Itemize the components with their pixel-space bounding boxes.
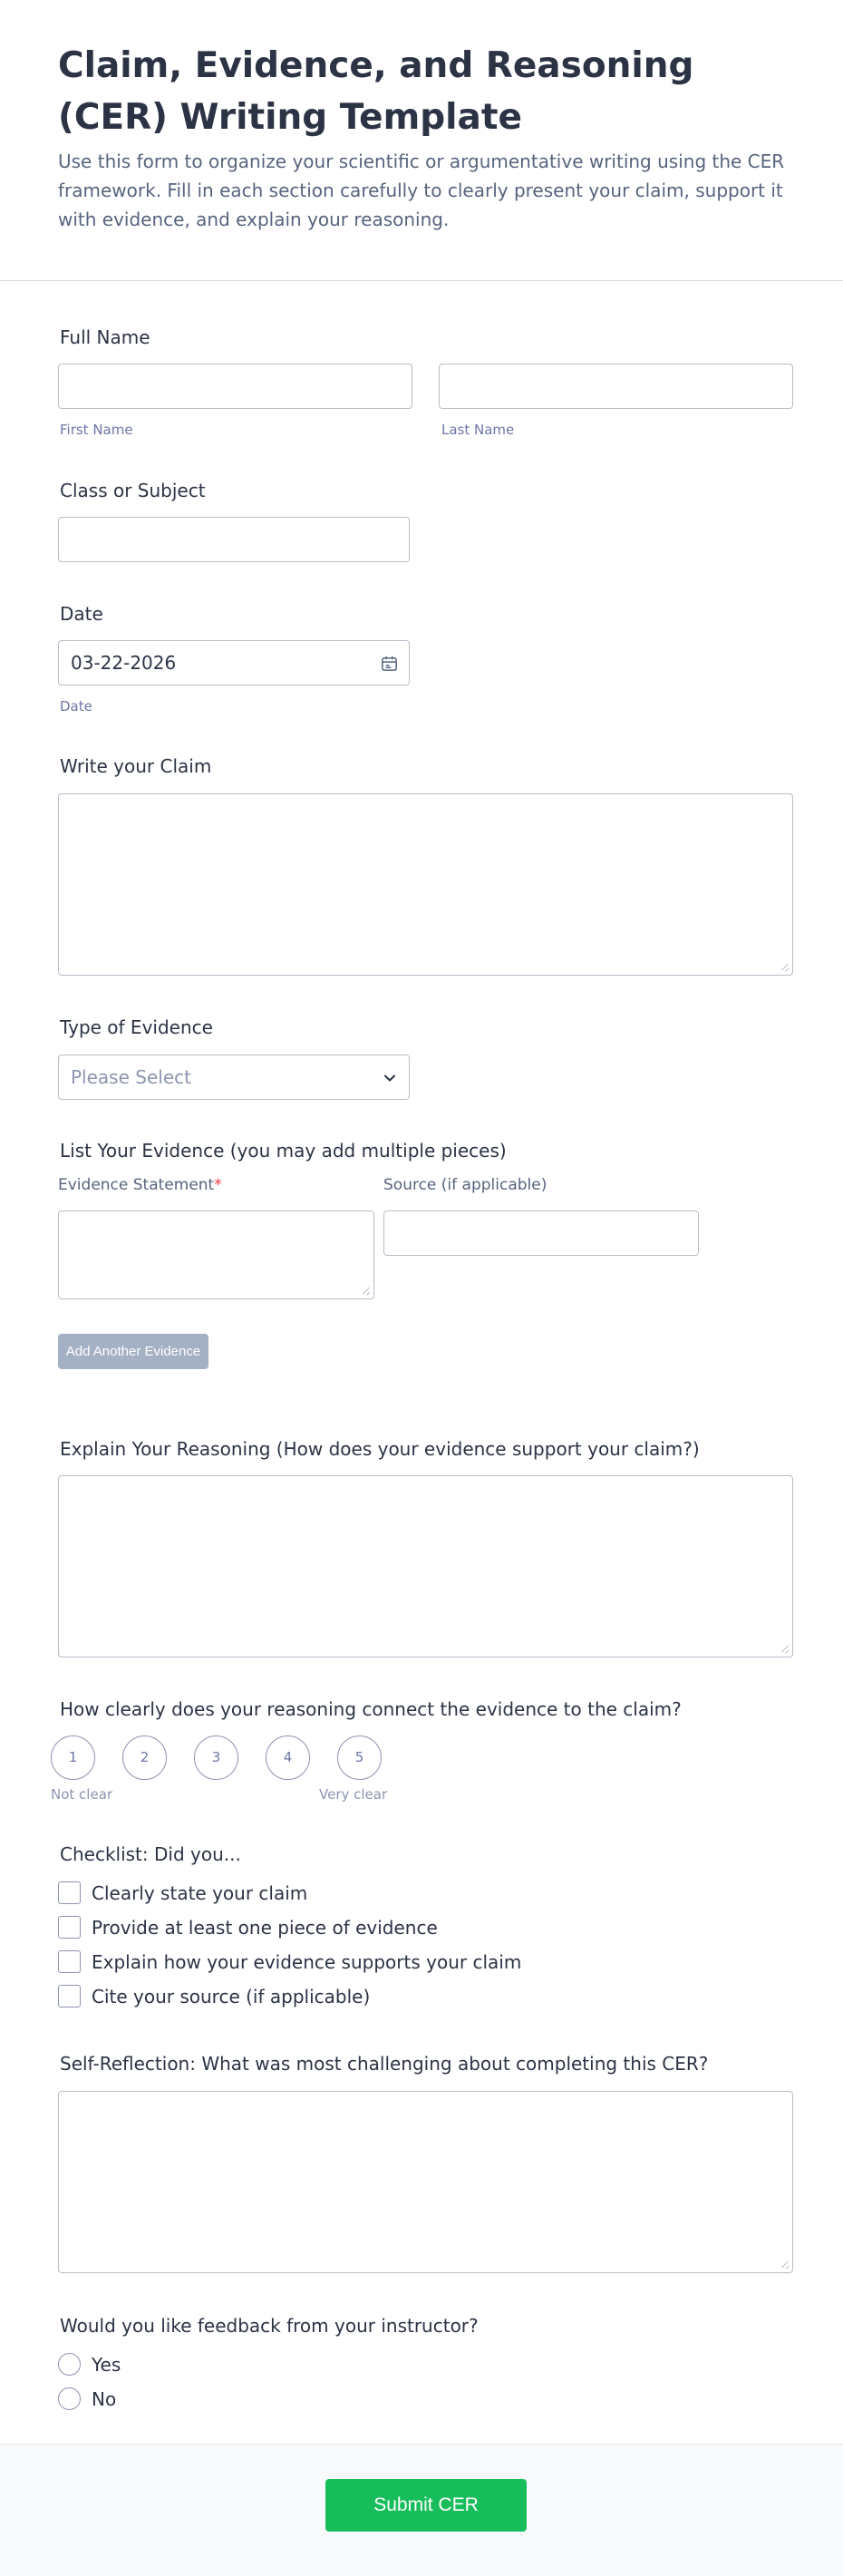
class-subject-label: Class or Subject (60, 480, 206, 501)
evidence-type-placeholder: Please Select (71, 1066, 191, 1088)
scale-max-label: Very clear (319, 1786, 388, 1803)
resize-grip-icon[interactable] (780, 1644, 789, 1653)
clarity-scale-label: How clearly does your reasoning connect the evidence to the claim? (60, 1698, 682, 1720)
reasoning-label: Explain Your Reasoning (How does your evidence support your claim?) (60, 1438, 700, 1460)
claim-textarea[interactable] (58, 793, 793, 976)
evidence-list-label: List Your Evidence (you may add multiple pieces) (60, 1140, 507, 1162)
checkbox[interactable] (58, 1950, 81, 1973)
add-evidence-button[interactable]: Add Another Evidence (58, 1334, 208, 1369)
checklist-item-label: Explain how your evidence supports your claim (92, 1951, 522, 1973)
scale-option-5[interactable]: 5 (337, 1735, 382, 1780)
submit-button[interactable]: Submit CER (325, 2479, 527, 2532)
feedback-label: Would you like feedback from your instructor? (60, 2315, 479, 2337)
scale-option-4[interactable]: 4 (266, 1735, 310, 1780)
checkbox[interactable] (58, 1985, 81, 2007)
form-footer (0, 2444, 843, 2576)
resize-grip-icon[interactable] (780, 2260, 789, 2269)
radio-button[interactable] (58, 2353, 81, 2376)
scale-option-3[interactable]: 3 (194, 1735, 238, 1780)
class-subject-input[interactable] (58, 517, 410, 562)
evidence-source-label: Source (if applicable) (383, 1176, 547, 1194)
scale-option-2[interactable]: 2 (122, 1735, 167, 1780)
evidence-type-label: Type of Evidence (60, 1016, 213, 1038)
feedback-option-label: Yes (92, 2354, 121, 2376)
required-mark: * (214, 1176, 222, 1194)
date-sublabel: Date (60, 698, 92, 714)
evidence-type-select[interactable] (58, 1055, 410, 1100)
last-name-sublabel: Last Name (441, 422, 515, 438)
resize-grip-icon[interactable] (780, 962, 789, 971)
scale-min-label: Not clear (51, 1786, 113, 1803)
calendar-icon[interactable] (381, 655, 398, 672)
evidence-source-input[interactable] (383, 1210, 699, 1256)
date-label: Date (60, 603, 103, 625)
checkbox[interactable] (58, 1916, 81, 1939)
reflection-textarea[interactable] (58, 2091, 793, 2273)
feedback-option-label: No (92, 2388, 117, 2410)
page-subtitle: Use this form to organize your scientific or argumentative writing using the CER framework. Fill in each section carefully to clearly present your claim, support it with evidence, and explain your reasoning. (58, 151, 785, 230)
page-title: Claim, Evidence, and Reasoning (CER) Writing Template (58, 45, 694, 138)
checklist-item-label: Cite your source (if applicable) (92, 1986, 371, 2007)
first-name-input[interactable] (58, 364, 412, 409)
chevron-down-icon (383, 1072, 396, 1084)
radio-button[interactable] (58, 2387, 81, 2410)
checklist-label: Checklist: Did you... (60, 1843, 241, 1865)
date-value: 03-22-2026 (71, 652, 177, 674)
evidence-statement-label: Evidence Statement* (58, 1176, 222, 1194)
scale-option-1[interactable]: 1 (51, 1735, 95, 1780)
form-header (0, 0, 843, 281)
claim-label: Write your Claim (60, 755, 212, 777)
date-input[interactable] (58, 640, 410, 685)
checklist-item-label: Provide at least one piece of evidence (92, 1917, 438, 1939)
reflection-label: Self-Reflection: What was most challenging about completing this CER? (60, 2053, 709, 2075)
reasoning-textarea[interactable] (58, 1475, 793, 1657)
last-name-input[interactable] (439, 364, 793, 409)
evidence-statement-textarea[interactable] (58, 1210, 374, 1299)
resize-grip-icon[interactable] (361, 1286, 370, 1295)
first-name-sublabel: First Name (60, 422, 133, 438)
checkbox[interactable] (58, 1881, 81, 1904)
full-name-label: Full Name (60, 326, 150, 348)
checklist-item-label: Clearly state your claim (92, 1882, 308, 1904)
